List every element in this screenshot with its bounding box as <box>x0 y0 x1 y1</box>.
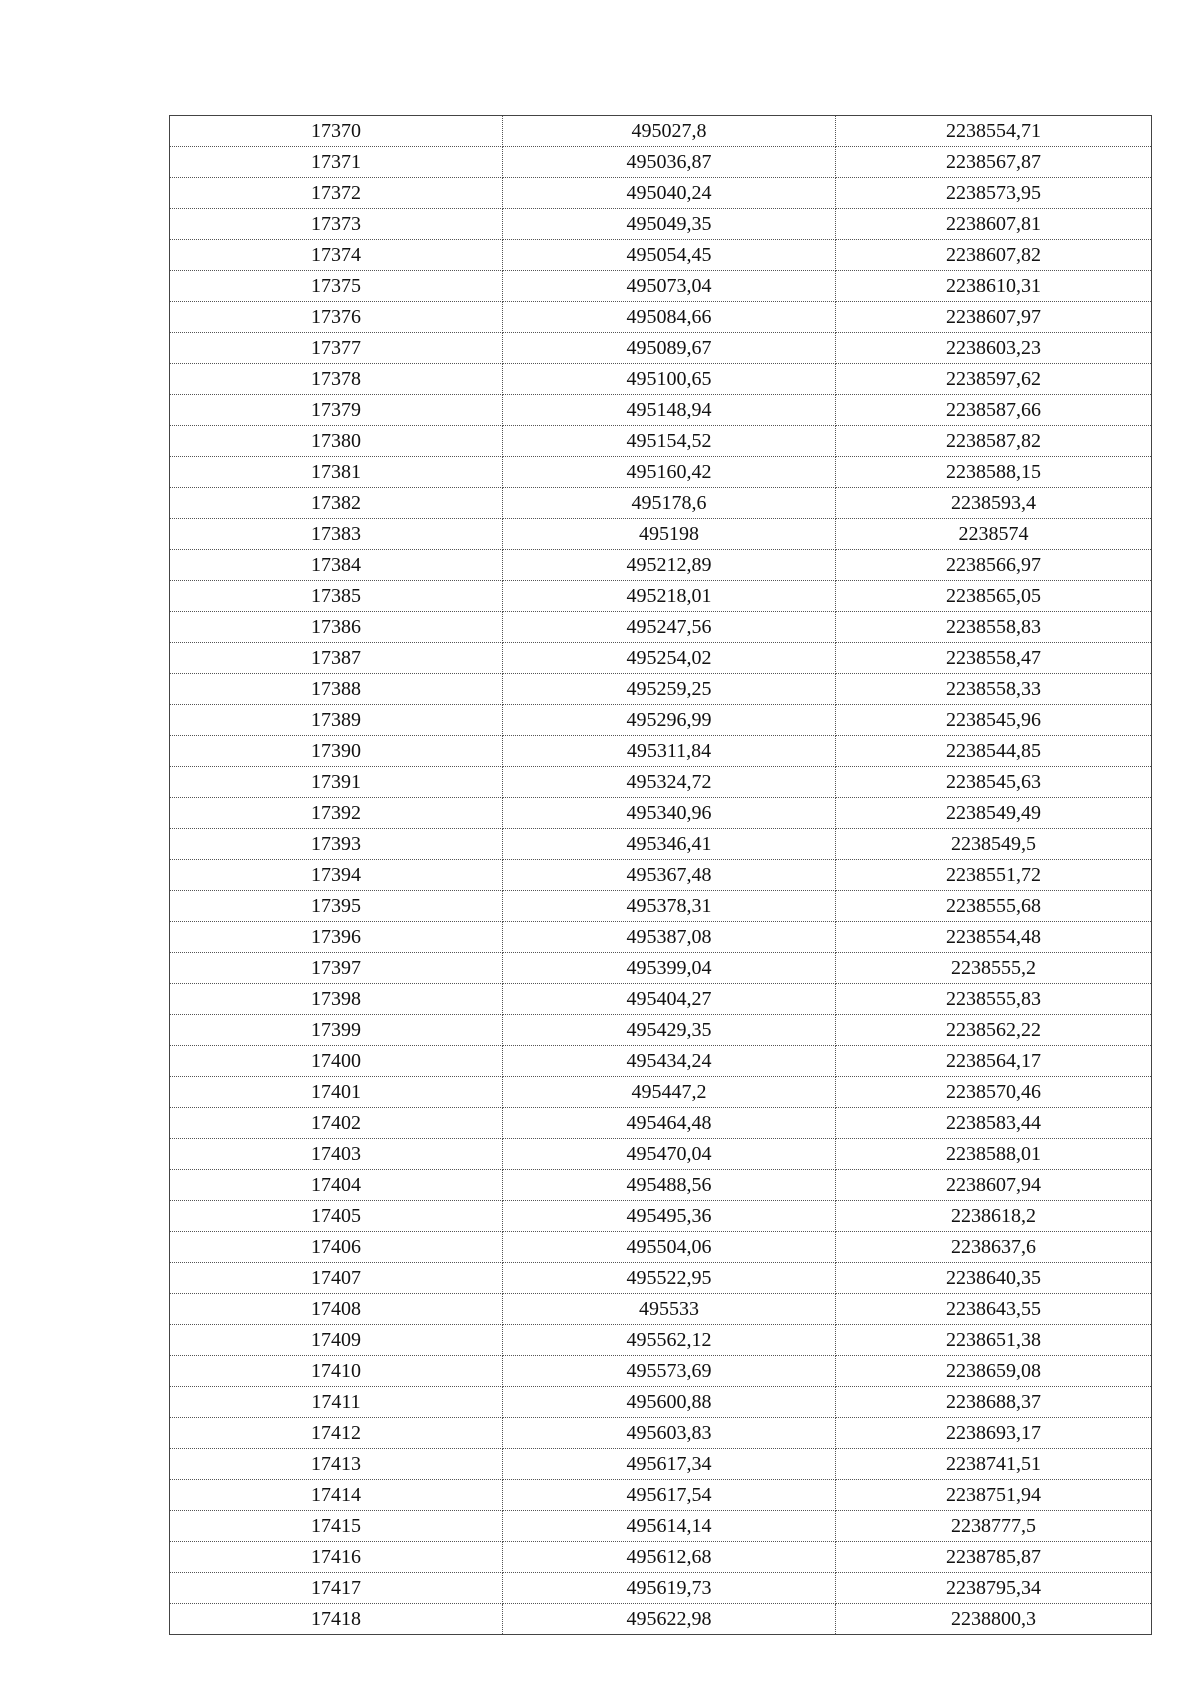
point-number-cell: 17408 <box>170 1294 503 1325</box>
y-coordinate-cell: 2238607,94 <box>836 1170 1152 1201</box>
point-number-cell: 17411 <box>170 1387 503 1418</box>
point-number-cell: 17393 <box>170 829 503 860</box>
table-row <box>170 519 1152 550</box>
y-coordinate-cell: 2238618,2 <box>836 1201 1152 1232</box>
point-number-cell: 17391 <box>170 767 503 798</box>
point-number-cell: 17413 <box>170 1449 503 1480</box>
x-coordinate-cell: 495198 <box>503 519 836 550</box>
table-row <box>170 674 1152 705</box>
x-coordinate-cell: 495160,42 <box>503 457 836 488</box>
point-number-cell: 17401 <box>170 1077 503 1108</box>
x-coordinate-cell: 495178,6 <box>503 488 836 519</box>
table-row <box>170 1263 1152 1294</box>
x-coordinate-cell: 495311,84 <box>503 736 836 767</box>
table-row <box>170 767 1152 798</box>
table-row <box>170 1356 1152 1387</box>
x-coordinate-cell: 495148,94 <box>503 395 836 426</box>
y-coordinate-cell: 2238777,5 <box>836 1511 1152 1542</box>
x-coordinate-cell: 495367,48 <box>503 860 836 891</box>
point-number-cell: 17383 <box>170 519 503 550</box>
x-coordinate-cell: 495049,35 <box>503 209 836 240</box>
point-number-cell: 17400 <box>170 1046 503 1077</box>
table-row <box>170 798 1152 829</box>
y-coordinate-cell: 2238607,82 <box>836 240 1152 271</box>
x-coordinate-cell: 495533 <box>503 1294 836 1325</box>
y-coordinate-cell: 2238564,17 <box>836 1046 1152 1077</box>
point-number-cell: 17392 <box>170 798 503 829</box>
table-row <box>170 209 1152 240</box>
x-coordinate-cell: 495617,54 <box>503 1480 836 1511</box>
y-coordinate-cell: 2238555,83 <box>836 984 1152 1015</box>
x-coordinate-cell: 495324,72 <box>503 767 836 798</box>
x-coordinate-cell: 495027,8 <box>503 116 836 147</box>
y-coordinate-cell: 2238566,97 <box>836 550 1152 581</box>
x-coordinate-cell: 495619,73 <box>503 1573 836 1604</box>
y-coordinate-cell: 2238587,82 <box>836 426 1152 457</box>
y-coordinate-cell: 2238574 <box>836 519 1152 550</box>
y-coordinate-cell: 2238610,31 <box>836 271 1152 302</box>
table-row <box>170 1449 1152 1480</box>
x-coordinate-cell: 495617,34 <box>503 1449 836 1480</box>
point-number-cell: 17410 <box>170 1356 503 1387</box>
table-row <box>170 1201 1152 1232</box>
x-coordinate-cell: 495040,24 <box>503 178 836 209</box>
point-number-cell: 17388 <box>170 674 503 705</box>
x-coordinate-cell: 495603,83 <box>503 1418 836 1449</box>
table-row <box>170 1015 1152 1046</box>
x-coordinate-cell: 495522,95 <box>503 1263 836 1294</box>
x-coordinate-cell: 495488,56 <box>503 1170 836 1201</box>
y-coordinate-cell: 2238637,6 <box>836 1232 1152 1263</box>
x-coordinate-cell: 495054,45 <box>503 240 836 271</box>
point-number-cell: 17370 <box>170 116 503 147</box>
point-number-cell: 17384 <box>170 550 503 581</box>
x-coordinate-cell: 495387,08 <box>503 922 836 953</box>
y-coordinate-cell: 2238565,05 <box>836 581 1152 612</box>
table-row <box>170 1387 1152 1418</box>
point-number-cell: 17398 <box>170 984 503 1015</box>
table-row <box>170 1604 1152 1635</box>
point-number-cell: 17378 <box>170 364 503 395</box>
table-row <box>170 1480 1152 1511</box>
table-row <box>170 1108 1152 1139</box>
y-coordinate-cell: 2238800,3 <box>836 1604 1152 1635</box>
x-coordinate-cell: 495378,31 <box>503 891 836 922</box>
x-coordinate-cell: 495434,24 <box>503 1046 836 1077</box>
y-coordinate-cell: 2238587,66 <box>836 395 1152 426</box>
x-coordinate-cell: 495247,56 <box>503 612 836 643</box>
x-coordinate-cell: 495346,41 <box>503 829 836 860</box>
point-number-cell: 17390 <box>170 736 503 767</box>
point-number-cell: 17377 <box>170 333 503 364</box>
table-row <box>170 1294 1152 1325</box>
y-coordinate-cell: 2238549,5 <box>836 829 1152 860</box>
x-coordinate-cell: 495084,66 <box>503 302 836 333</box>
table-row <box>170 643 1152 674</box>
y-coordinate-cell: 2238554,71 <box>836 116 1152 147</box>
y-coordinate-cell: 2238588,01 <box>836 1139 1152 1170</box>
y-coordinate-cell: 2238688,37 <box>836 1387 1152 1418</box>
table-row <box>170 581 1152 612</box>
table-row <box>170 736 1152 767</box>
y-coordinate-cell: 2238567,87 <box>836 147 1152 178</box>
point-number-cell: 17389 <box>170 705 503 736</box>
point-number-cell: 17417 <box>170 1573 503 1604</box>
point-number-cell: 17418 <box>170 1604 503 1635</box>
x-coordinate-cell: 495612,68 <box>503 1542 836 1573</box>
table-row <box>170 1232 1152 1263</box>
point-number-cell: 17416 <box>170 1542 503 1573</box>
y-coordinate-cell: 2238643,55 <box>836 1294 1152 1325</box>
y-coordinate-cell: 2238558,33 <box>836 674 1152 705</box>
table-row <box>170 1077 1152 1108</box>
y-coordinate-cell: 2238545,96 <box>836 705 1152 736</box>
point-number-cell: 17412 <box>170 1418 503 1449</box>
table-row <box>170 457 1152 488</box>
x-coordinate-cell: 495100,65 <box>503 364 836 395</box>
x-coordinate-cell: 495470,04 <box>503 1139 836 1170</box>
y-coordinate-cell: 2238751,94 <box>836 1480 1152 1511</box>
table-row <box>170 891 1152 922</box>
y-coordinate-cell: 2238607,81 <box>836 209 1152 240</box>
point-number-cell: 17373 <box>170 209 503 240</box>
table-row <box>170 488 1152 519</box>
y-coordinate-cell: 2238795,34 <box>836 1573 1152 1604</box>
coordinates-table-body <box>170 116 1152 1635</box>
y-coordinate-cell: 2238593,4 <box>836 488 1152 519</box>
point-number-cell: 17409 <box>170 1325 503 1356</box>
table-row <box>170 240 1152 271</box>
x-coordinate-cell: 495447,2 <box>503 1077 836 1108</box>
table-row <box>170 922 1152 953</box>
y-coordinate-cell: 2238562,22 <box>836 1015 1152 1046</box>
y-coordinate-cell: 2238555,68 <box>836 891 1152 922</box>
table-row <box>170 271 1152 302</box>
y-coordinate-cell: 2238558,83 <box>836 612 1152 643</box>
y-coordinate-cell: 2238588,15 <box>836 457 1152 488</box>
table-row <box>170 984 1152 1015</box>
point-number-cell: 17374 <box>170 240 503 271</box>
table-row <box>170 333 1152 364</box>
y-coordinate-cell: 2238554,48 <box>836 922 1152 953</box>
x-coordinate-cell: 495622,98 <box>503 1604 836 1635</box>
table-row <box>170 1325 1152 1356</box>
y-coordinate-cell: 2238551,72 <box>836 860 1152 891</box>
x-coordinate-cell: 495429,35 <box>503 1015 836 1046</box>
point-number-cell: 17404 <box>170 1170 503 1201</box>
x-coordinate-cell: 495154,52 <box>503 426 836 457</box>
x-coordinate-cell: 495504,06 <box>503 1232 836 1263</box>
table-row <box>170 612 1152 643</box>
y-coordinate-cell: 2238570,46 <box>836 1077 1152 1108</box>
point-number-cell: 17406 <box>170 1232 503 1263</box>
table-row <box>170 705 1152 736</box>
table-row <box>170 1418 1152 1449</box>
x-coordinate-cell: 495036,87 <box>503 147 836 178</box>
y-coordinate-cell: 2238555,2 <box>836 953 1152 984</box>
table-row <box>170 953 1152 984</box>
table-row <box>170 1139 1152 1170</box>
x-coordinate-cell: 495495,36 <box>503 1201 836 1232</box>
point-number-cell: 17379 <box>170 395 503 426</box>
coordinates-table <box>169 115 1152 1635</box>
y-coordinate-cell: 2238693,17 <box>836 1418 1152 1449</box>
point-number-cell: 17371 <box>170 147 503 178</box>
point-number-cell: 17402 <box>170 1108 503 1139</box>
x-coordinate-cell: 495614,14 <box>503 1511 836 1542</box>
table-row <box>170 550 1152 581</box>
point-number-cell: 17381 <box>170 457 503 488</box>
point-number-cell: 17394 <box>170 860 503 891</box>
y-coordinate-cell: 2238785,87 <box>836 1542 1152 1573</box>
point-number-cell: 17380 <box>170 426 503 457</box>
table-row <box>170 829 1152 860</box>
point-number-cell: 17403 <box>170 1139 503 1170</box>
point-number-cell: 17372 <box>170 178 503 209</box>
point-number-cell: 17415 <box>170 1511 503 1542</box>
table-row <box>170 1542 1152 1573</box>
point-number-cell: 17387 <box>170 643 503 674</box>
table-row <box>170 395 1152 426</box>
table-row <box>170 1511 1152 1542</box>
y-coordinate-cell: 2238607,97 <box>836 302 1152 333</box>
y-coordinate-cell: 2238597,62 <box>836 364 1152 395</box>
point-number-cell: 17414 <box>170 1480 503 1511</box>
table-row <box>170 147 1152 178</box>
y-coordinate-cell: 2238558,47 <box>836 643 1152 674</box>
y-coordinate-cell: 2238583,44 <box>836 1108 1152 1139</box>
x-coordinate-cell: 495600,88 <box>503 1387 836 1418</box>
table-row <box>170 178 1152 209</box>
point-number-cell: 17396 <box>170 922 503 953</box>
x-coordinate-cell: 495399,04 <box>503 953 836 984</box>
table-row <box>170 364 1152 395</box>
point-number-cell: 17376 <box>170 302 503 333</box>
point-number-cell: 17399 <box>170 1015 503 1046</box>
y-coordinate-cell: 2238651,38 <box>836 1325 1152 1356</box>
table-row <box>170 116 1152 147</box>
x-coordinate-cell: 495464,48 <box>503 1108 836 1139</box>
y-coordinate-cell: 2238573,95 <box>836 178 1152 209</box>
y-coordinate-cell: 2238549,49 <box>836 798 1152 829</box>
table-row <box>170 860 1152 891</box>
x-coordinate-cell: 495212,89 <box>503 550 836 581</box>
table-row <box>170 1046 1152 1077</box>
table-row <box>170 302 1152 333</box>
y-coordinate-cell: 2238659,08 <box>836 1356 1152 1387</box>
x-coordinate-cell: 495573,69 <box>503 1356 836 1387</box>
x-coordinate-cell: 495340,96 <box>503 798 836 829</box>
point-number-cell: 17386 <box>170 612 503 643</box>
x-coordinate-cell: 495296,99 <box>503 705 836 736</box>
x-coordinate-cell: 495254,02 <box>503 643 836 674</box>
table-row <box>170 1170 1152 1201</box>
point-number-cell: 17397 <box>170 953 503 984</box>
y-coordinate-cell: 2238603,23 <box>836 333 1152 364</box>
x-coordinate-cell: 495259,25 <box>503 674 836 705</box>
point-number-cell: 17407 <box>170 1263 503 1294</box>
point-number-cell: 17382 <box>170 488 503 519</box>
x-coordinate-cell: 495089,67 <box>503 333 836 364</box>
x-coordinate-cell: 495404,27 <box>503 984 836 1015</box>
point-number-cell: 17385 <box>170 581 503 612</box>
table-row <box>170 1573 1152 1604</box>
x-coordinate-cell: 495218,01 <box>503 581 836 612</box>
point-number-cell: 17375 <box>170 271 503 302</box>
point-number-cell: 17395 <box>170 891 503 922</box>
x-coordinate-cell: 495562,12 <box>503 1325 836 1356</box>
x-coordinate-cell: 495073,04 <box>503 271 836 302</box>
table-row <box>170 426 1152 457</box>
point-number-cell: 17405 <box>170 1201 503 1232</box>
y-coordinate-cell: 2238545,63 <box>836 767 1152 798</box>
y-coordinate-cell: 2238640,35 <box>836 1263 1152 1294</box>
y-coordinate-cell: 2238544,85 <box>836 736 1152 767</box>
y-coordinate-cell: 2238741,51 <box>836 1449 1152 1480</box>
